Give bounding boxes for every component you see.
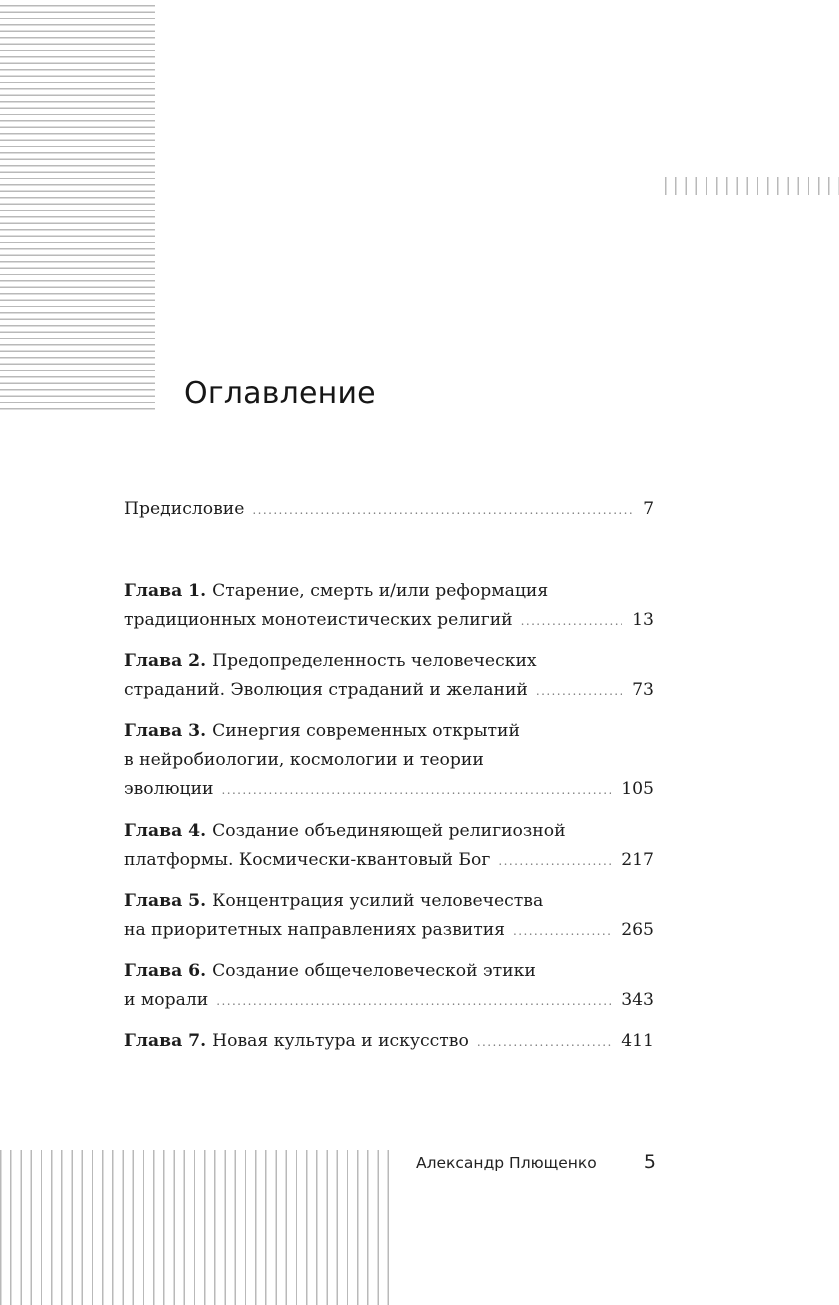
chapter-title-line: Концентрация усилий человечества [212, 891, 544, 911]
dot-leader [222, 775, 612, 805]
chapter-title-line: и морали [124, 990, 209, 1010]
chapter-title-line: на приоритетных направлениях развития [124, 920, 506, 940]
decorative-vertical-stripes-top [665, 177, 839, 195]
dot-leader [536, 676, 622, 706]
toc-page-number: 265 [621, 920, 654, 940]
chapter-label: Глава 5. [124, 891, 213, 911]
toc-entry-chapter-4[interactable] [124, 816, 566, 846]
chapter-title-line: традиционных монотеистических религий [124, 610, 513, 630]
toc-page-number: 411 [621, 1031, 654, 1051]
dot-leader [477, 1027, 611, 1057]
toc-entry-chapter-3-line[interactable] [124, 745, 484, 775]
footer-author: Александр Плющенко [416, 1154, 597, 1172]
toc-entry-chapter-3[interactable] [124, 716, 520, 746]
toc-entry-preface[interactable] [124, 494, 656, 525]
decorative-horizontal-stripes [0, 0, 155, 412]
dot-leader [252, 495, 633, 525]
toc-page-number: 343 [621, 990, 654, 1010]
decorative-vertical-stripes-bottom [0, 1150, 393, 1305]
chapter-title-line: страданий. Эволюция страданий и желаний [124, 680, 528, 700]
dot-leader [216, 986, 611, 1016]
dot-leader [521, 606, 623, 636]
toc-page-number: 13 [632, 610, 654, 630]
chapter-title-line: Новая культура и искусство [212, 1031, 469, 1051]
chapter-label: Глава 6. [124, 961, 213, 981]
chapter-title-line: Синергия современных открытий [212, 721, 520, 741]
chapter-title-line: в нейробиологии, космологии и теории [124, 750, 484, 770]
toc-entry-chapter-6-end[interactable] [124, 985, 656, 1016]
page-title: Оглавление [184, 376, 376, 411]
toc-page-number: 7 [643, 499, 654, 519]
toc-entry-chapter-3-end[interactable] [124, 774, 656, 805]
chapter-label: Глава 3. [124, 721, 213, 741]
toc-page-number: 217 [621, 850, 654, 870]
footer-page-number: 5 [643, 1151, 656, 1173]
toc-entry-chapter-7[interactable] [124, 1026, 656, 1057]
chapter-label: Глава 2. [124, 651, 213, 671]
toc-entry-chapter-5-end[interactable] [124, 915, 656, 946]
chapter-title-line: Создание общечеловеческой этики [212, 961, 536, 981]
toc-entry-chapter-2-end[interactable] [124, 675, 656, 706]
chapter-title-line: эволюции [124, 779, 214, 799]
toc-entry-chapter-6[interactable] [124, 956, 536, 986]
toc-entry-chapter-1-end[interactable] [124, 605, 656, 636]
chapter-label: Глава 1. [124, 581, 213, 601]
chapter-title-line: платформы. Космически-квантовый Бог [124, 850, 491, 870]
chapter-label: Глава 4. [124, 821, 213, 841]
toc-entry-chapter-4-end[interactable] [124, 845, 656, 876]
dot-leader [498, 846, 611, 876]
chapter-title-line: Создание объединяющей религиозной [212, 821, 566, 841]
toc-page-number: 105 [621, 779, 654, 799]
toc-entry-chapter-1[interactable] [124, 576, 548, 606]
chapter-title-line: Старение, смерть и/или реформация [212, 581, 549, 601]
toc-entry-chapter-5[interactable] [124, 886, 543, 916]
toc-page-number: 73 [632, 680, 654, 700]
toc-entry-chapter-2[interactable] [124, 646, 537, 676]
chapter-label: Глава 7. [124, 1031, 207, 1051]
toc-entry-label: Предисловие [124, 499, 245, 519]
chapter-title-line: Предопределенность человеческих [212, 651, 537, 671]
dot-leader [513, 916, 611, 946]
